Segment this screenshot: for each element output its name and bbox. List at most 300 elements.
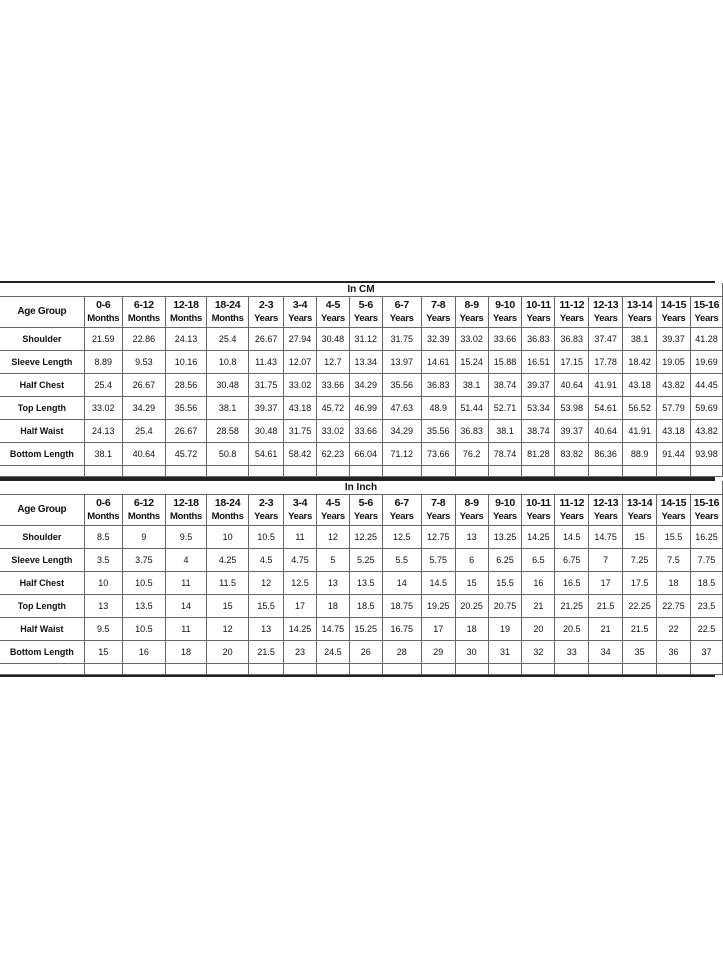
measurement-value: 35.56 [421, 420, 455, 443]
measurement-value: 11 [165, 618, 206, 641]
measurement-label: Half Waist [0, 618, 84, 641]
measurement-value: 10.5 [122, 618, 165, 641]
table-header-row [0, 495, 723, 526]
blank-cell [84, 466, 122, 477]
table-title: In Inch [0, 481, 723, 495]
measurement-value: 13 [316, 572, 349, 595]
age-group-header: Age Group [0, 297, 84, 328]
measurement-value: 5.5 [382, 549, 421, 572]
measurement-label: Half Chest [0, 374, 84, 397]
column-age-range: 3-4 [292, 497, 308, 509]
column-age-range: 6-12 [133, 299, 154, 311]
column-age-range: 10-11 [525, 497, 551, 509]
measurement-value: 43.82 [657, 374, 691, 397]
blank-cell [555, 664, 589, 675]
measurement-value: 15.25 [349, 618, 382, 641]
column-age-range: 5-6 [358, 299, 373, 311]
measurement-value: 15.88 [488, 351, 522, 374]
measurement-value: 31.12 [349, 328, 382, 351]
measurement-value: 33.02 [284, 374, 317, 397]
column-age-range: 12-18 [173, 299, 199, 311]
measurement-value: 14.25 [284, 618, 317, 641]
blank-cell [0, 664, 84, 675]
measurement-value: 10 [84, 572, 122, 595]
column-age-unit: Years [320, 511, 345, 522]
measurement-value: 15 [84, 641, 122, 664]
column-age-unit: Years [389, 313, 414, 324]
measurement-value: 52.71 [488, 397, 522, 420]
column-age-range: 3-4 [292, 299, 308, 311]
column-age-range: 12-18 [173, 497, 199, 509]
column-age-unit: Years [559, 511, 584, 522]
measurement-value: 14.25 [522, 526, 555, 549]
measurement-value: 18.5 [349, 595, 382, 618]
measurement-value: 33 [555, 641, 589, 664]
table-row [0, 374, 723, 397]
blank-cell [349, 466, 382, 477]
column-header [284, 495, 317, 526]
measurement-value: 36.83 [555, 328, 589, 351]
column-header [555, 297, 589, 328]
measurement-value: 16 [122, 641, 165, 664]
table-row [0, 618, 723, 641]
measurement-value: 4.5 [249, 549, 284, 572]
measurement-value: 18 [455, 618, 488, 641]
column-header [165, 297, 206, 328]
measurement-value: 21.5 [589, 595, 623, 618]
measurement-value: 50.8 [207, 443, 249, 466]
measurement-value: 21.5 [623, 618, 657, 641]
blank-cell [657, 466, 691, 477]
blank-cell [207, 466, 249, 477]
measurement-value: 27.94 [284, 328, 317, 351]
measurement-value: 17.5 [623, 572, 657, 595]
measurement-label: Sleeve Length [0, 351, 84, 374]
column-age-range: 7-8 [431, 299, 446, 311]
measurement-value: 24.13 [84, 420, 122, 443]
age-group-header: Age Group [0, 495, 84, 526]
measurement-value: 15 [207, 595, 249, 618]
column-age-range: 18-24 [214, 497, 241, 509]
measurement-value: 22.75 [657, 595, 691, 618]
table-row [0, 549, 723, 572]
measurement-value: 38.74 [488, 374, 522, 397]
column-age-unit: Years [320, 313, 345, 324]
blank-cell [207, 664, 249, 675]
table-row [0, 572, 723, 595]
measurement-value: 38.1 [84, 443, 122, 466]
measurement-label: Half Chest [0, 572, 84, 595]
column-header [84, 297, 122, 328]
blank-cell [555, 466, 589, 477]
measurement-value: 15.5 [249, 595, 284, 618]
table-header-row [0, 297, 723, 328]
measurement-value: 22.5 [690, 618, 722, 641]
column-age-unit: Years [627, 313, 652, 324]
measurement-value: 15 [455, 572, 488, 595]
measurement-value: 8.89 [84, 351, 122, 374]
measurement-value: 33.02 [84, 397, 122, 420]
measurement-value: 12 [249, 572, 284, 595]
measurement-value: 7 [589, 549, 623, 572]
column-age-unit: Years [661, 511, 686, 522]
column-age-unit: Years [254, 313, 279, 324]
column-header [165, 495, 206, 526]
blank-cell [249, 466, 284, 477]
blank-cell [690, 664, 722, 675]
column-age-range: 7-8 [431, 497, 446, 509]
blank-cell [316, 466, 349, 477]
column-age-unit: Years [526, 511, 551, 522]
column-age-range: 14-15 [660, 299, 687, 311]
measurement-value: 14.75 [589, 526, 623, 549]
blank-cell [122, 664, 165, 675]
measurement-value: 32 [522, 641, 555, 664]
measurement-value: 76.2 [455, 443, 488, 466]
column-age-range: 4-5 [325, 497, 341, 509]
blank-cell [316, 664, 349, 675]
measurement-label: Bottom Length [0, 641, 84, 664]
blank-cell [690, 466, 722, 477]
column-age-range: 2-3 [258, 299, 274, 311]
measurement-value: 12 [207, 618, 249, 641]
measurement-value: 17 [421, 618, 455, 641]
column-age-unit: Years [559, 313, 584, 324]
column-age-unit: Months [127, 313, 160, 324]
table-row [0, 420, 723, 443]
measurement-value: 91.44 [657, 443, 691, 466]
column-header [589, 495, 623, 526]
measurement-value: 33.02 [316, 420, 349, 443]
column-age-range: 15-16 [693, 299, 720, 311]
measurement-value: 38.1 [207, 397, 249, 420]
column-age-range: 8-9 [464, 299, 479, 311]
blank-cell [349, 664, 382, 675]
measurement-value: 26 [349, 641, 382, 664]
measurement-label: Bottom Length [0, 443, 84, 466]
table-title-row [0, 283, 723, 297]
measurement-value: 9.53 [122, 351, 165, 374]
column-header [207, 297, 249, 328]
measurement-value: 66.04 [349, 443, 382, 466]
measurement-value: 13 [84, 595, 122, 618]
measurement-value: 30 [455, 641, 488, 664]
column-age-unit: Years [694, 313, 719, 324]
measurement-value: 12 [316, 526, 349, 549]
measurement-value: 6.5 [522, 549, 555, 572]
measurement-label: Top Length [0, 595, 84, 618]
table-title: In CM [0, 283, 723, 297]
blank-cell [165, 466, 206, 477]
measurement-value: 44.45 [690, 374, 722, 397]
measurement-value: 10.8 [207, 351, 249, 374]
measurement-value: 39.37 [657, 328, 691, 351]
column-header [249, 297, 284, 328]
column-age-unit: Years [593, 313, 618, 324]
measurement-value: 34.29 [382, 420, 421, 443]
measurement-value: 26.67 [122, 374, 165, 397]
measurement-value: 12.75 [421, 526, 455, 549]
column-age-unit: Years [493, 511, 517, 522]
column-age-range: 13-14 [626, 299, 653, 311]
column-header [623, 495, 657, 526]
measurement-value: 47.63 [382, 397, 421, 420]
measurement-value: 13.97 [382, 351, 421, 374]
measurement-value: 30.48 [207, 374, 249, 397]
measurement-value: 31.75 [284, 420, 317, 443]
column-age-unit: Months [169, 511, 202, 522]
measurement-value: 41.28 [690, 328, 722, 351]
column-header [690, 495, 722, 526]
measurement-value: 14.61 [421, 351, 455, 374]
column-header [623, 297, 657, 328]
blank-cell [657, 664, 691, 675]
column-age-range: 6-7 [394, 497, 409, 509]
measurement-value: 38.74 [522, 420, 555, 443]
measurement-value: 26.67 [249, 328, 284, 351]
column-header [122, 297, 165, 328]
measurement-value: 9.5 [84, 618, 122, 641]
measurement-value: 25.4 [84, 374, 122, 397]
column-age-range: 13-14 [626, 497, 653, 509]
table-row [0, 351, 723, 374]
measurement-value: 18 [657, 572, 691, 595]
measurement-value: 14.5 [421, 572, 455, 595]
column-age-unit: Months [87, 511, 120, 522]
measurement-value: 13.25 [488, 526, 522, 549]
column-age-unit: Months [169, 313, 202, 324]
blank-cell [488, 664, 522, 675]
column-header [455, 297, 488, 328]
measurement-value: 78.74 [488, 443, 522, 466]
measurement-value: 21.59 [84, 328, 122, 351]
measurement-value: 39.37 [522, 374, 555, 397]
column-age-unit: Years [593, 511, 618, 522]
measurement-value: 53.98 [555, 397, 589, 420]
measurement-value: 36.83 [455, 420, 488, 443]
measurement-value: 45.72 [316, 397, 349, 420]
measurement-value: 14.5 [555, 526, 589, 549]
column-age-range: 15-16 [693, 497, 720, 509]
measurement-value: 37 [690, 641, 722, 664]
column-age-range: 12-13 [592, 299, 619, 311]
column-header [207, 495, 249, 526]
measurement-value: 25.4 [122, 420, 165, 443]
column-header [522, 297, 555, 328]
column-age-range: 6-7 [394, 299, 409, 311]
column-header [488, 297, 522, 328]
measurement-value: 59.69 [690, 397, 722, 420]
measurement-value: 5.75 [421, 549, 455, 572]
measurement-value: 43.18 [623, 374, 657, 397]
measurement-value: 88.9 [623, 443, 657, 466]
blank-cell [122, 466, 165, 477]
measurement-value: 13.34 [349, 351, 382, 374]
measurement-value: 5.25 [349, 549, 382, 572]
measurement-value: 17 [284, 595, 317, 618]
measurement-value: 10.5 [122, 572, 165, 595]
measurement-value: 86.36 [589, 443, 623, 466]
column-header [455, 495, 488, 526]
measurement-value: 21.25 [555, 595, 589, 618]
table-row [0, 328, 723, 351]
column-age-unit: Years [661, 313, 686, 324]
measurement-value: 62.23 [316, 443, 349, 466]
column-age-range: 0-6 [96, 497, 111, 509]
blank-cell [522, 466, 555, 477]
measurement-value: 15 [623, 526, 657, 549]
column-header [690, 297, 722, 328]
measurement-value: 9 [122, 526, 165, 549]
measurement-value: 32.39 [421, 328, 455, 351]
measurement-value: 12.25 [349, 526, 382, 549]
column-age-range: 18-24 [214, 299, 241, 311]
measurement-value: 19 [488, 618, 522, 641]
measurement-value: 10.5 [249, 526, 284, 549]
measurement-value: 43.18 [284, 397, 317, 420]
measurement-value: 19.05 [657, 351, 691, 374]
measurement-value: 7.75 [690, 549, 722, 572]
blank-cell [0, 466, 84, 477]
column-header [657, 297, 691, 328]
column-age-range: 0-6 [96, 299, 111, 311]
measurement-value: 38.1 [623, 328, 657, 351]
blank-row [0, 664, 723, 675]
measurement-value: 14 [382, 572, 421, 595]
column-header [349, 495, 382, 526]
column-age-unit: Years [389, 511, 414, 522]
measurement-value: 16.25 [690, 526, 722, 549]
blank-cell [455, 664, 488, 675]
measurement-value: 31.75 [382, 328, 421, 351]
measurement-value: 4.25 [207, 549, 249, 572]
measurement-value: 13 [249, 618, 284, 641]
column-age-unit: Years [288, 511, 312, 522]
size-chart-table [0, 283, 723, 477]
measurement-value: 12.7 [316, 351, 349, 374]
measurement-value: 43.82 [690, 420, 722, 443]
column-header [488, 495, 522, 526]
measurement-value: 18.42 [623, 351, 657, 374]
measurement-value: 28 [382, 641, 421, 664]
blank-cell [284, 466, 317, 477]
measurement-value: 12.5 [284, 572, 317, 595]
measurement-value: 81.28 [522, 443, 555, 466]
measurement-value: 15.5 [657, 526, 691, 549]
column-age-unit: Years [426, 313, 451, 324]
column-age-range: 14-15 [660, 497, 687, 509]
measurement-value: 3.5 [84, 549, 122, 572]
measurement-value: 29 [421, 641, 455, 664]
measurement-value: 20.25 [455, 595, 488, 618]
measurement-value: 37.47 [589, 328, 623, 351]
column-age-unit: Months [127, 511, 160, 522]
measurement-value: 35.56 [165, 397, 206, 420]
measurement-value: 14.75 [316, 618, 349, 641]
blank-cell [249, 664, 284, 675]
measurement-value: 54.61 [249, 443, 284, 466]
measurement-value: 43.18 [657, 420, 691, 443]
measurement-value: 31.75 [249, 374, 284, 397]
measurement-value: 36 [657, 641, 691, 664]
measurement-value: 33.66 [349, 420, 382, 443]
measurement-value: 3.75 [122, 549, 165, 572]
column-age-range: 9-10 [495, 299, 515, 311]
column-age-range: 2-3 [258, 497, 274, 509]
measurement-label: Sleeve Length [0, 549, 84, 572]
measurement-value: 39.37 [249, 397, 284, 420]
column-header [349, 297, 382, 328]
measurement-value: 46.99 [349, 397, 382, 420]
column-age-range: 12-13 [592, 497, 619, 509]
blank-cell [165, 664, 206, 675]
column-header [284, 297, 317, 328]
measurement-value: 34 [589, 641, 623, 664]
blank-cell [589, 466, 623, 477]
column-age-unit: Years [459, 313, 484, 324]
measurement-value: 33.66 [488, 328, 522, 351]
size-table-cm [0, 281, 720, 479]
measurement-value: 56.52 [623, 397, 657, 420]
measurement-value: 24.5 [316, 641, 349, 664]
measurement-value: 28.56 [165, 374, 206, 397]
measurement-value: 16.5 [555, 572, 589, 595]
measurement-value: 10 [207, 526, 249, 549]
column-header [421, 495, 455, 526]
blank-cell [421, 466, 455, 477]
column-header [84, 495, 122, 526]
measurement-value: 6.75 [555, 549, 589, 572]
table-title-row [0, 481, 723, 495]
measurement-value: 20 [522, 618, 555, 641]
column-age-unit: Months [211, 313, 244, 324]
measurement-value: 35.56 [382, 374, 421, 397]
measurement-value: 58.42 [284, 443, 317, 466]
measurement-value: 8.5 [84, 526, 122, 549]
measurement-value: 15.24 [455, 351, 488, 374]
measurement-value: 23 [284, 641, 317, 664]
measurement-value: 10.16 [165, 351, 206, 374]
measurement-value: 33.66 [316, 374, 349, 397]
measurement-value: 21 [522, 595, 555, 618]
measurement-value: 5 [316, 549, 349, 572]
measurement-value: 14 [165, 595, 206, 618]
column-age-unit: Years [288, 313, 312, 324]
column-age-unit: Years [426, 511, 451, 522]
table-row [0, 397, 723, 420]
measurement-value: 21 [589, 618, 623, 641]
measurement-value: 21.5 [249, 641, 284, 664]
measurement-value: 26.67 [165, 420, 206, 443]
blank-cell [522, 664, 555, 675]
table-row [0, 526, 723, 549]
measurement-value: 39.37 [555, 420, 589, 443]
measurement-value: 34.29 [122, 397, 165, 420]
measurement-value: 19.25 [421, 595, 455, 618]
column-header [589, 297, 623, 328]
column-age-unit: Years [526, 313, 551, 324]
column-age-unit: Years [694, 511, 719, 522]
measurement-value: 28.58 [207, 420, 249, 443]
column-age-range: 9-10 [495, 497, 515, 509]
measurement-value: 41.91 [589, 374, 623, 397]
measurement-value: 12.07 [284, 351, 317, 374]
column-header [122, 495, 165, 526]
column-age-unit: Years [459, 511, 484, 522]
column-header [316, 297, 349, 328]
measurement-value: 36.83 [421, 374, 455, 397]
measurement-value: 30.48 [249, 420, 284, 443]
